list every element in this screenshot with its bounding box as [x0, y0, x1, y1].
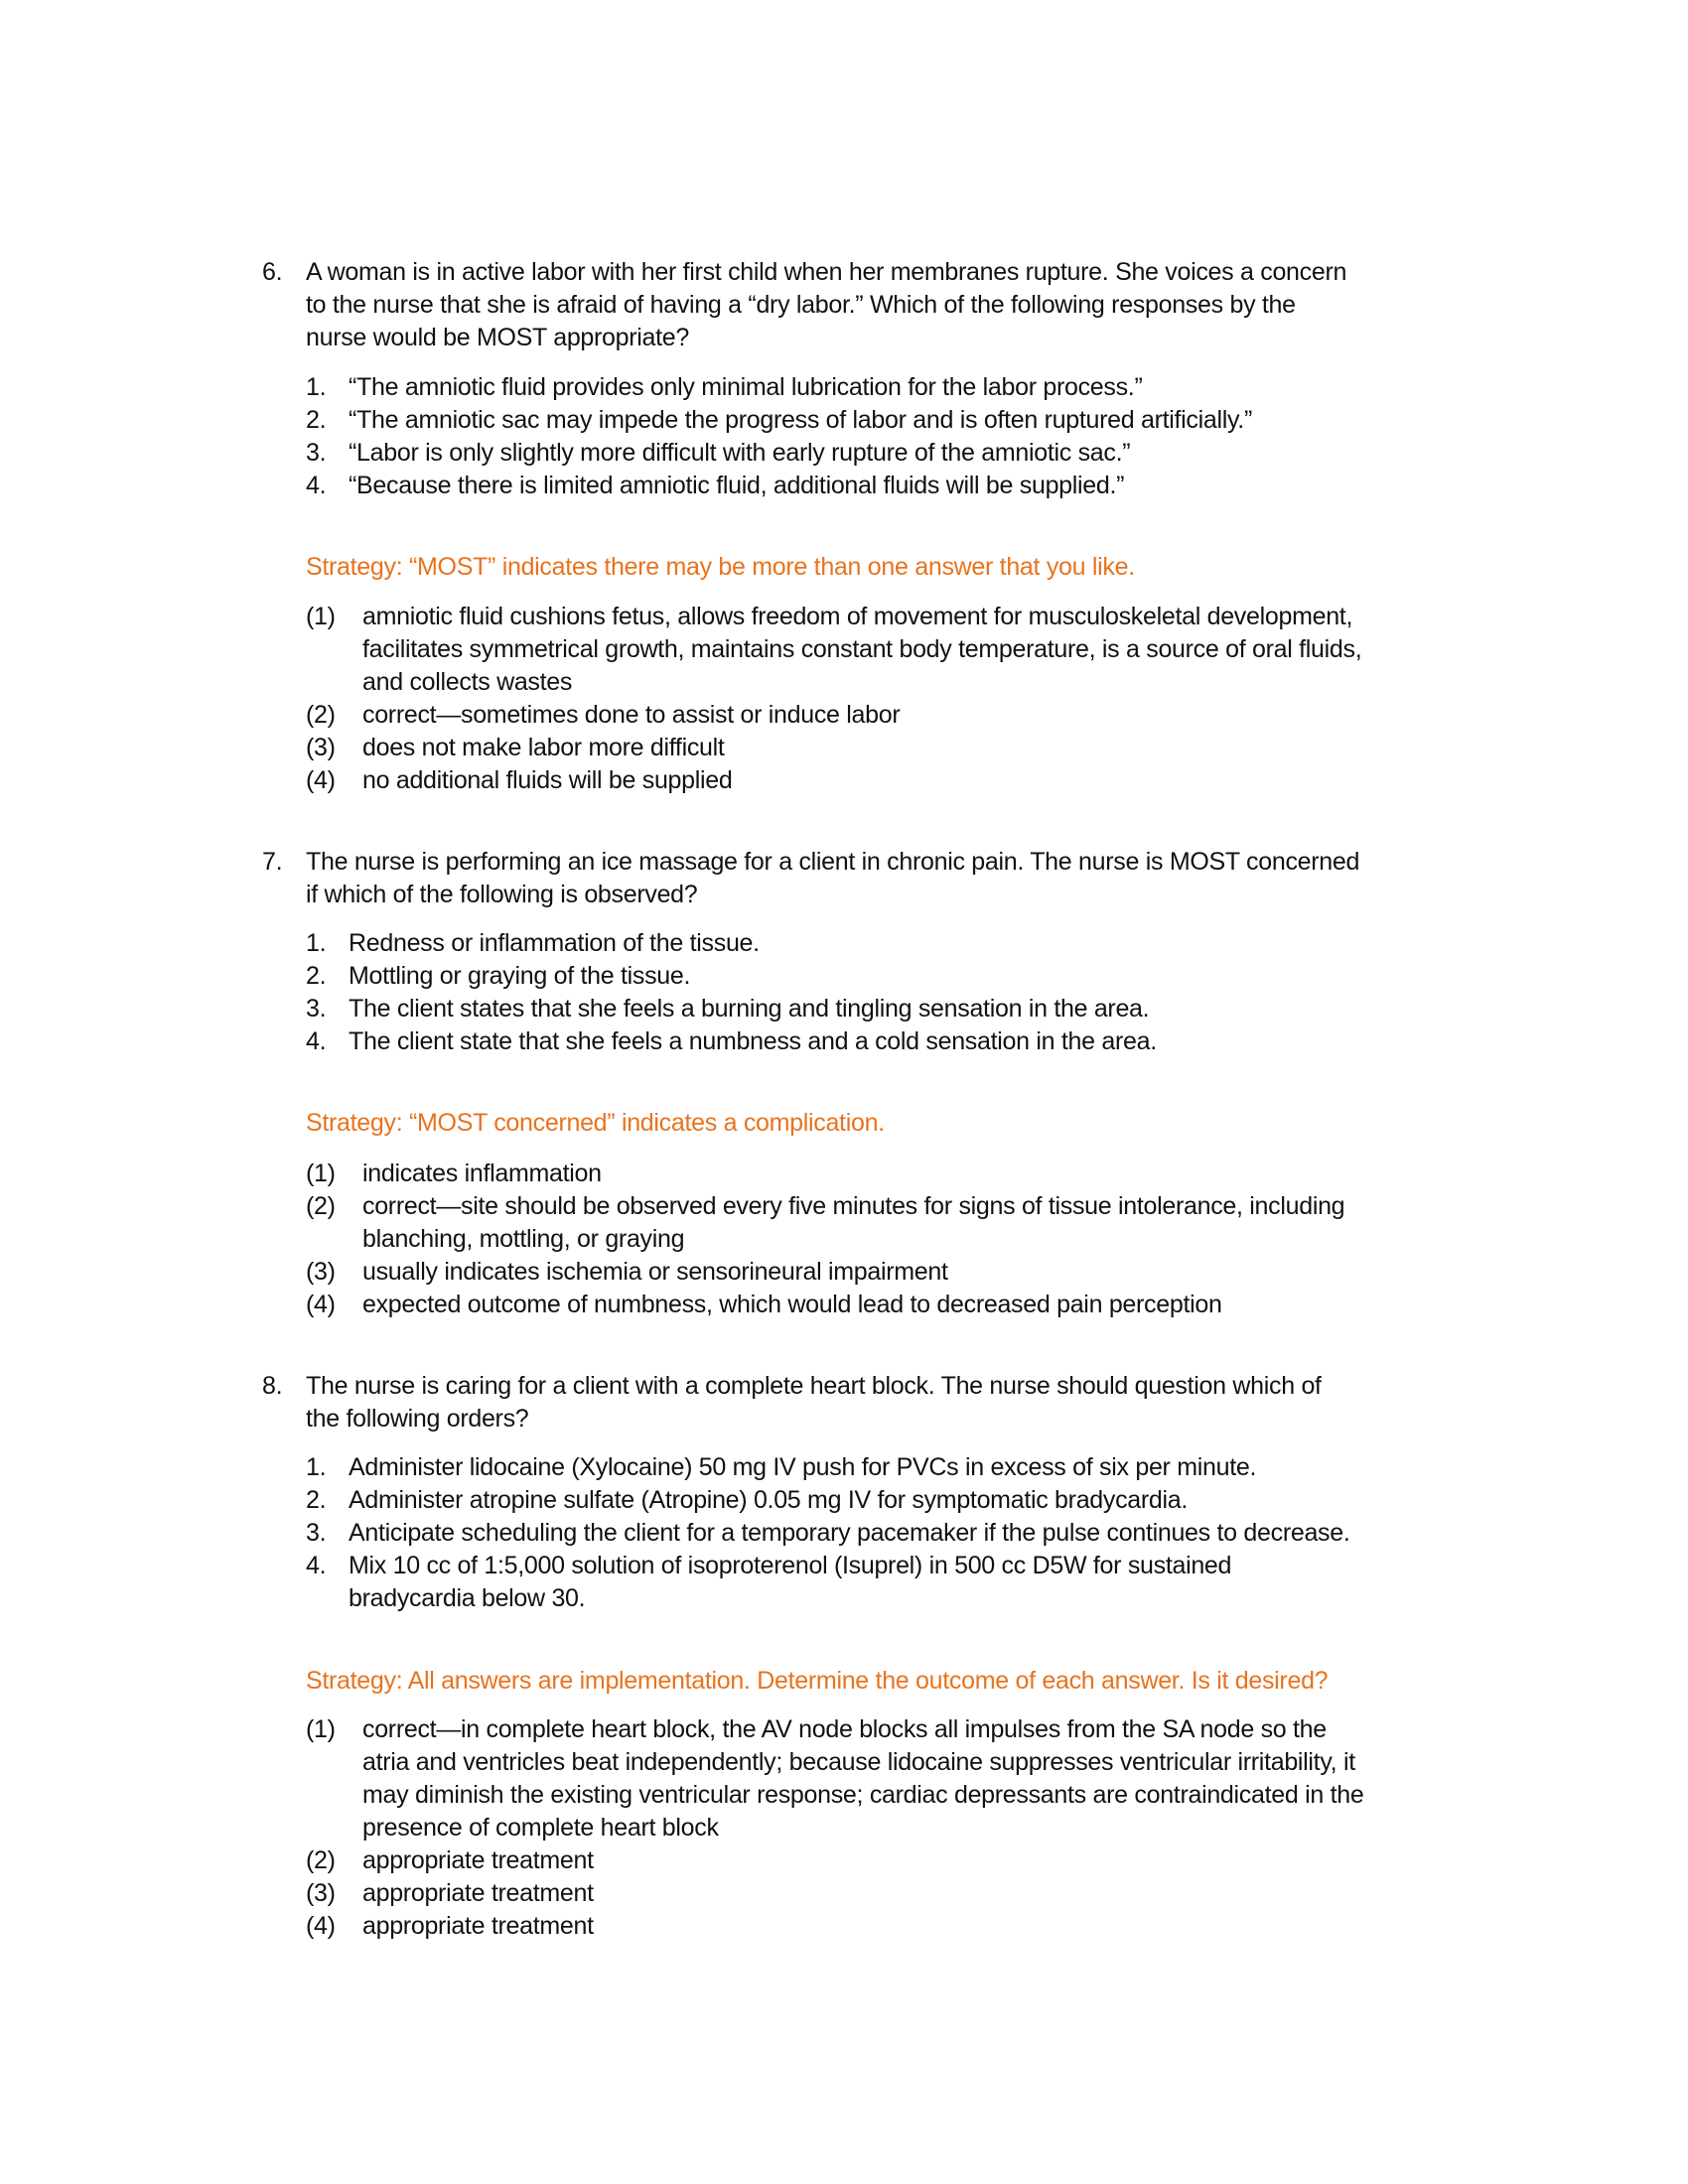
strategy-note: Strategy: All answers are implementation. Determine the outcome of each answer. Is it desired?	[306, 1667, 1329, 1695]
stem-text: The nurse is caring for a client with a complete heart block. The nurse should question which of	[306, 1372, 1322, 1400]
rationale-text: correct—site should be observed every five minutes for signs of tissue intolerance, including	[362, 1192, 1345, 1220]
option-text: Mottling or graying of the tissue.	[349, 962, 691, 990]
option-number: 2.	[306, 1486, 327, 1514]
rationale-text: atria and ventricles beat independently; because lidocaine suppresses ventricular irritability, it	[362, 1748, 1355, 1776]
option-text: Mix 10 cc of 1:5,000 solution of isoproterenol (Isuprel) in 500 cc D5W for sustained	[349, 1552, 1232, 1579]
option-number: 2.	[306, 406, 327, 434]
rationale-text: may diminish the existing ventricular response; cardiac depressants are contraindicated in the	[362, 1781, 1364, 1809]
option-text: “The amniotic fluid provides only minimal lubrication for the labor process.”	[349, 373, 1143, 401]
option-number: 1.	[306, 929, 327, 957]
strategy-note: Strategy: “MOST concerned” indicates a complication.	[306, 1109, 885, 1137]
option-text: “Because there is limited amniotic fluid, additional fluids will be supplied.”	[349, 472, 1125, 499]
rationale-label: (2)	[306, 1846, 336, 1874]
rationale-text: blanching, mottling, or graying	[362, 1225, 685, 1253]
stem-text: if which of the following is observed?	[306, 881, 698, 908]
rationale-label: (3)	[306, 1879, 336, 1907]
rationale-text: appropriate treatment	[362, 1846, 594, 1874]
rationale-text: does not make labor more difficult	[362, 734, 725, 761]
rationale-text: correct—sometimes done to assist or induce labor	[362, 701, 901, 729]
option-number: 3.	[306, 439, 327, 467]
option-number: 1.	[306, 1453, 327, 1481]
option-text: Redness or inflammation of the tissue.	[349, 929, 760, 957]
option-text: Administer lidocaine (Xylocaine) 50 mg IV push for PVCs in excess of six per minute.	[349, 1453, 1257, 1481]
option-number: 1.	[306, 373, 327, 401]
rationale-label: (1)	[306, 603, 336, 630]
stem-text: the following orders?	[306, 1405, 529, 1433]
question-number: 8.	[262, 1372, 283, 1400]
option-text: bradycardia below 30.	[349, 1584, 586, 1612]
stem-text: nurse would be MOST appropriate?	[306, 324, 689, 351]
rationale-text: expected outcome of numbness, which would lead to decreased pain perception	[362, 1291, 1222, 1318]
option-number: 3.	[306, 1519, 327, 1547]
option-number: 3.	[306, 995, 327, 1023]
rationale-label: (1)	[306, 1715, 336, 1743]
rationale-label: (2)	[306, 1192, 336, 1220]
rationale-label: (2)	[306, 701, 336, 729]
rationale-text: appropriate treatment	[362, 1912, 594, 1940]
option-text: The client states that she feels a burning and tingling sensation in the area.	[349, 995, 1150, 1023]
option-text: Administer atropine sulfate (Atropine) 0.05 mg IV for symptomatic bradycardia.	[349, 1486, 1189, 1514]
rationale-text: usually indicates ischemia or sensorineural impairment	[362, 1258, 948, 1286]
rationale-text: indicates inflammation	[362, 1160, 602, 1187]
rationale-label: (4)	[306, 1291, 336, 1318]
rationale-text: and collects wastes	[362, 668, 573, 696]
option-number: 4.	[306, 1552, 327, 1579]
option-text: Anticipate scheduling the client for a temporary pacemaker if the pulse continues to decrease.	[349, 1519, 1350, 1547]
rationale-label: (1)	[306, 1160, 336, 1187]
stem-text: The nurse is performing an ice massage for a client in chronic pain. The nurse is MOST concerned	[306, 848, 1360, 876]
option-text: The client state that she feels a numbness and a cold sensation in the area.	[349, 1027, 1157, 1055]
rationale-text: amniotic fluid cushions fetus, allows freedom of movement for musculoskeletal development,	[362, 603, 1353, 630]
option-text: “Labor is only slightly more difficult with early rupture of the amniotic sac.”	[349, 439, 1131, 467]
strategy-note: Strategy: “MOST” indicates there may be more than one answer that you like.	[306, 553, 1135, 581]
question-number: 7.	[262, 848, 283, 876]
stem-text: A woman is in active labor with her first child when her membranes rupture. She voices a concern	[306, 258, 1347, 286]
option-number: 4.	[306, 472, 327, 499]
rationale-label: (3)	[306, 734, 336, 761]
rationale-text: presence of complete heart block	[362, 1814, 719, 1842]
rationale-label: (3)	[306, 1258, 336, 1286]
rationale-text: facilitates symmetrical growth, maintains constant body temperature, is a source of oral fluids,	[362, 635, 1362, 663]
option-number: 2.	[306, 962, 327, 990]
rationale-text: appropriate treatment	[362, 1879, 594, 1907]
question-number: 6.	[262, 258, 283, 286]
option-number: 4.	[306, 1027, 327, 1055]
rationale-text: correct—in complete heart block, the AV node blocks all impulses from the SA node so the	[362, 1715, 1327, 1743]
stem-text: to the nurse that she is afraid of having a “dry labor.” Which of the following responses by the	[306, 291, 1296, 319]
rationale-text: no additional fluids will be supplied	[362, 766, 733, 794]
rationale-label: (4)	[306, 766, 336, 794]
option-text: “The amniotic sac may impede the progress of labor and is often ruptured artificially.”	[349, 406, 1252, 434]
rationale-label: (4)	[306, 1912, 336, 1940]
